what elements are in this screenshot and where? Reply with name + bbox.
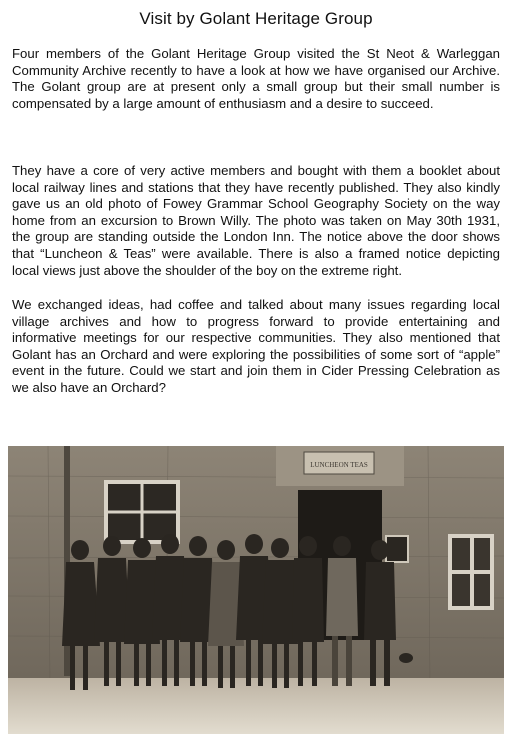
- paragraph-exchange: We exchanged ideas, had coffee and talked about many issues regarding local village archives and how to progress forward to provide entertaining and informative meetings for our respective communities. They also mentioned that Golant has an Orchard and were exploring the possibilities of some sort of “apple” event in the future. Could we start and join them in Cider Pressing Celebration as we also have an Orchard?: [12, 297, 500, 395]
- group-photo-illustration: [8, 446, 504, 734]
- paragraph-photo-description: They have a core of very active members and bought with them a booklet about local railway lines and stations that they have recently published. They also kindly gave us an old photo of Fowey Grammar School Geography Society on the way home from an excursion to Brown Willy. The photo was taken on May 30th 1931, the group are standing outside the London Inn. The notice above the door shows that “Luncheon & Teas” were available. There is also a framed notice depicting local views just above the shoulder of the boy on the extreme right.: [12, 163, 500, 278]
- left-window: [106, 482, 178, 542]
- group-photo: [8, 446, 504, 734]
- paragraph-intro: Four members of the Golant Heritage Group visited the St Neot & Warleggan Community Archive recently to have a look at how we have organised our Archive. The Golant group are at present only a small group but their small number is compensated by a large amount of enthusiasm and a desire to succeed.: [12, 46, 500, 111]
- luncheon-sign-text: LUNCHEON TEAS: [310, 461, 368, 469]
- article-title: Visit by Golant Heritage Group: [139, 9, 373, 28]
- street-ground: [8, 678, 504, 734]
- small-dog: [399, 653, 413, 663]
- right-window: [448, 534, 494, 610]
- framed-notice: [386, 536, 408, 562]
